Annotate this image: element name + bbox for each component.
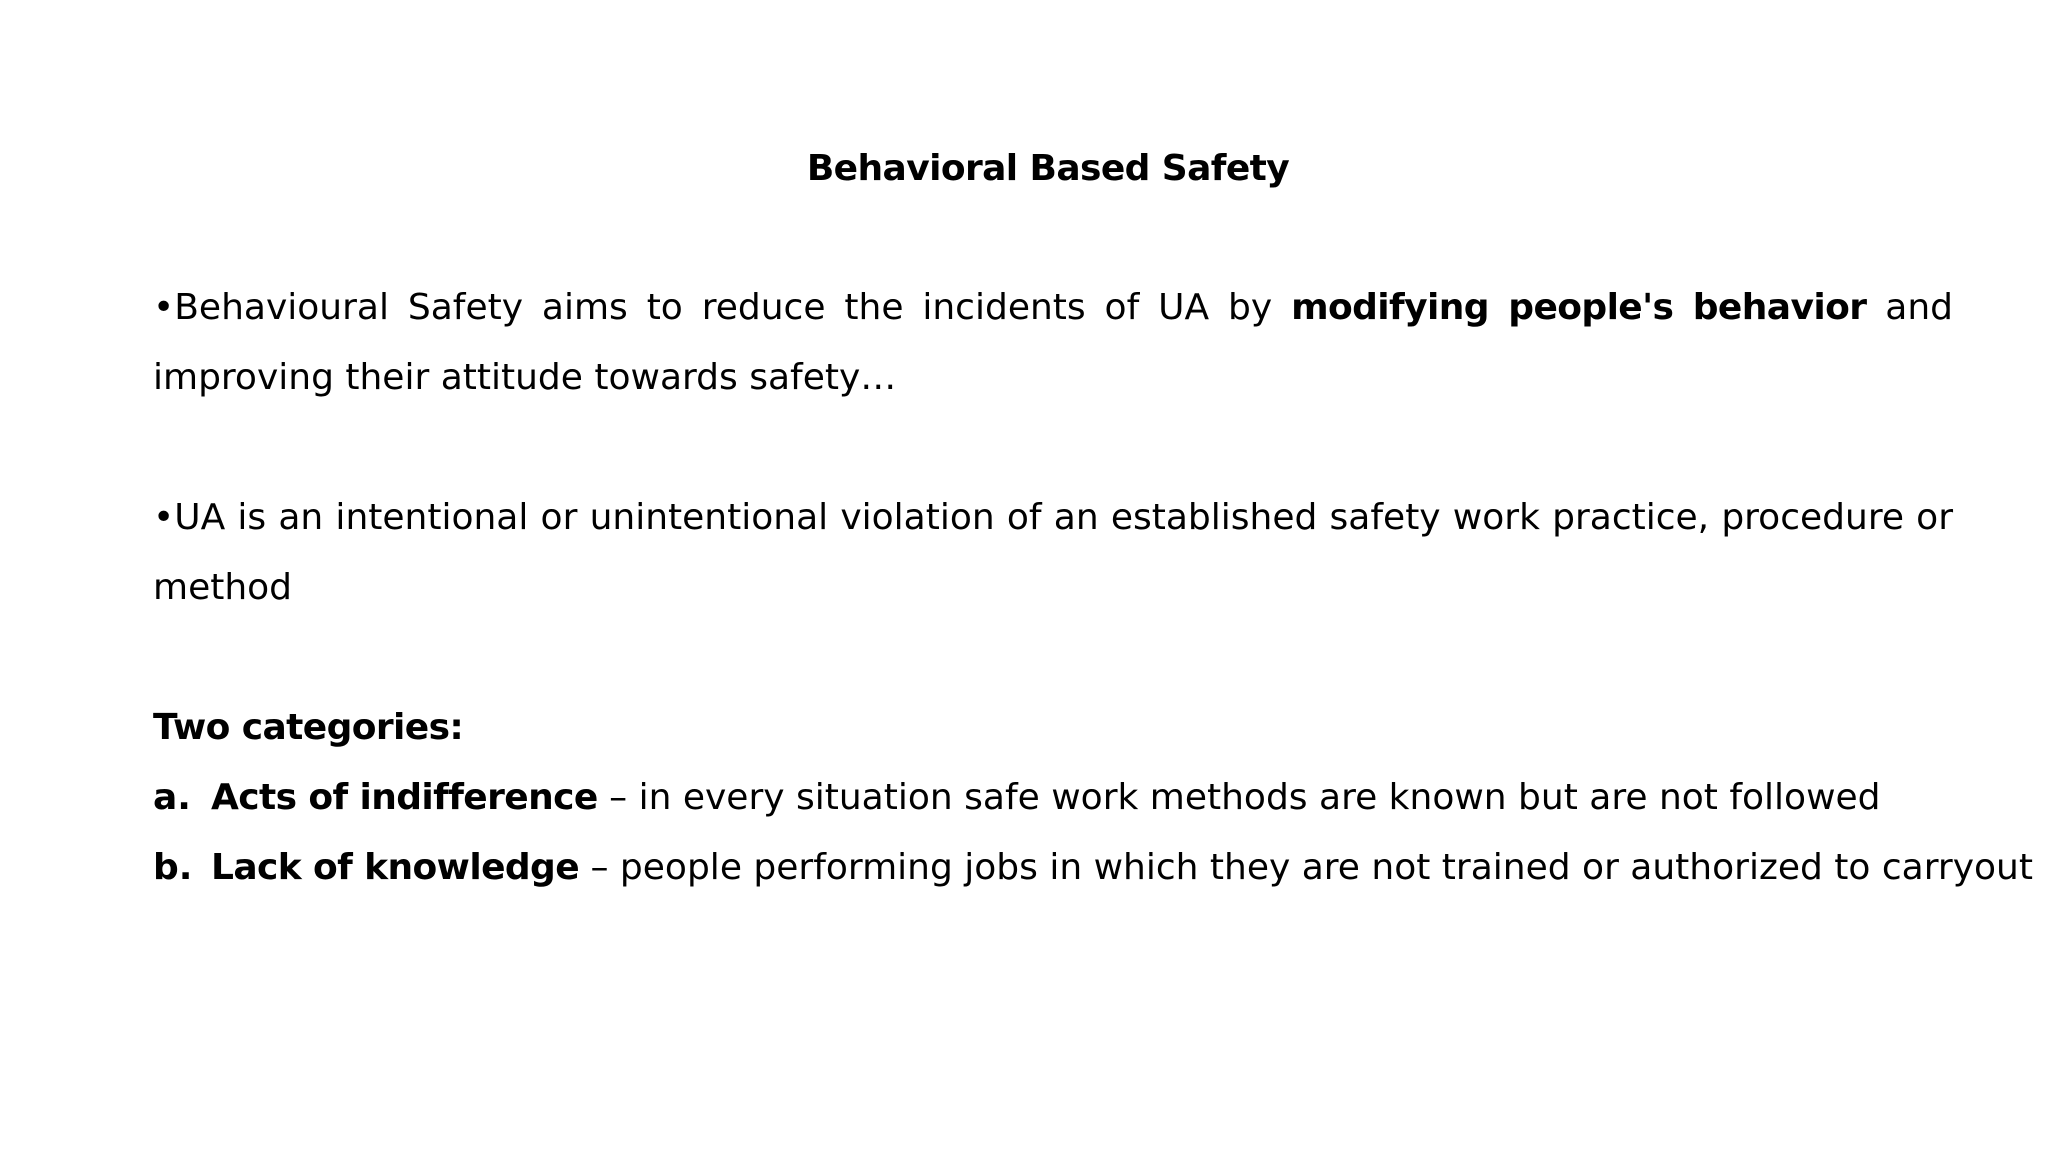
paragraph-ua-definition (153, 483, 1953, 623)
list-item (153, 763, 2013, 833)
category-term: Lack of knowledge (211, 847, 580, 888)
category-term: Acts of indifference (211, 777, 598, 818)
list-item (153, 833, 2033, 903)
list-marker: a. (153, 777, 191, 818)
slide-title: Behavioral Based Safety (806, 148, 1290, 189)
category-description: – in every situation safe work methods are known but are not followed (597, 777, 1881, 818)
categories-list (153, 763, 2033, 903)
paragraph-1-lead-text: •Behavioural Safety aims to reduce the incidents of UA by (153, 287, 1292, 328)
paragraph-2-text: •UA is an intentional or unintentional violation of an established safety work practice, procedure or method (153, 497, 1953, 608)
list-marker: b. (153, 847, 193, 888)
categories-heading: Two categories: (153, 707, 464, 748)
paragraph-1-bold-text: modifying people's behavior (1291, 287, 1867, 328)
paragraph-behavioural-safety (153, 273, 1953, 413)
category-description: – people performing jobs in which they are not trained or authorized to carryout (579, 847, 2033, 888)
paragraph-1-tail-text: and improving their attitude towards safety… (153, 287, 1953, 398)
